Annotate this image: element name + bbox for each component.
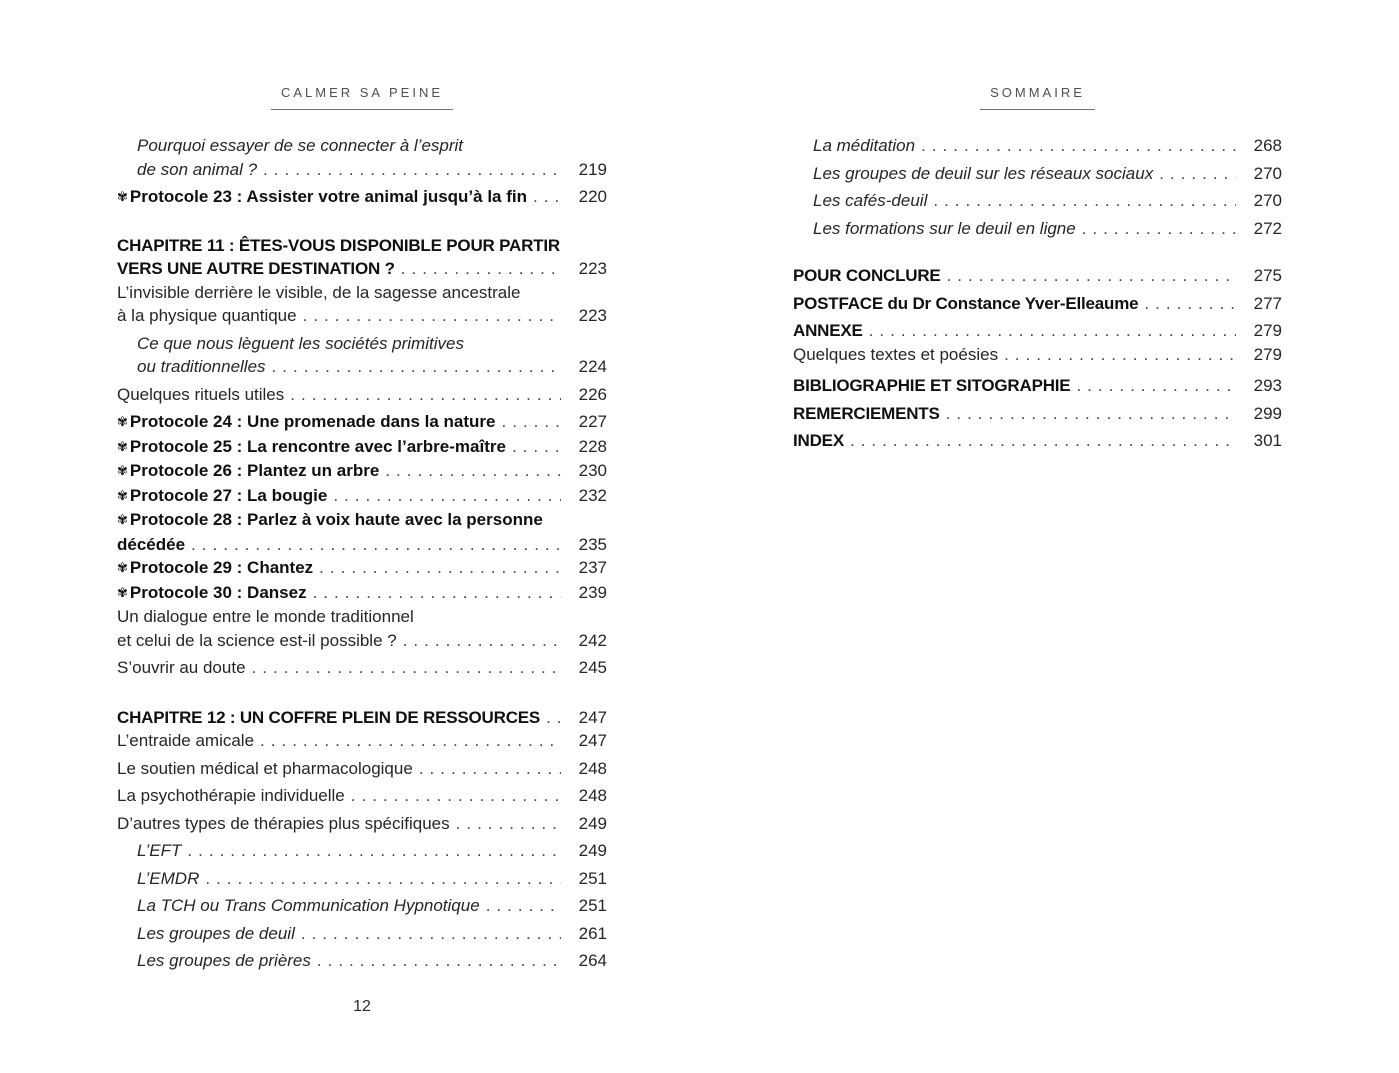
toc-entry — [793, 343, 1282, 367]
toc-entry-title: Ce que nous lèguent les sociétés primitives — [137, 333, 464, 353]
toc-entry-title: Protocole 30 : Dansez — [129, 582, 307, 602]
dot-leader — [1082, 217, 1236, 241]
toc-entry-page: 226 — [578, 384, 607, 404]
toc-entry-page: 251 — [578, 896, 607, 915]
toc-entry-line — [793, 264, 1282, 288]
toc-entry — [117, 234, 607, 281]
toc-entry — [117, 656, 607, 680]
toc-entry-page: 239 — [578, 582, 607, 602]
toc-entry-page: 279 — [1253, 344, 1282, 364]
toc-entry-page: 251 — [578, 868, 607, 888]
toc-entry-page: 268 — [1253, 136, 1282, 155]
toc-entry — [117, 383, 607, 407]
toc-entry-line — [137, 922, 607, 946]
dot-leader — [252, 656, 561, 680]
toc-entry-title: Protocole 23 : Assister votre animal jusqu’à la fin — [129, 187, 528, 206]
toc-entry — [793, 319, 1282, 343]
toc-entry-line — [117, 656, 607, 680]
toc-entry-title: Protocole 26 : Plantez un arbre — [129, 461, 380, 480]
toc-entry-title: La méditation — [813, 136, 916, 155]
toc-entry-page: 301 — [1253, 431, 1282, 450]
toc-entry-title: L’EMDR — [137, 868, 200, 888]
toc-entry-line — [793, 319, 1282, 343]
toc-entry-page: 299 — [1253, 403, 1282, 423]
dot-leader — [303, 304, 561, 328]
dot-leader — [921, 134, 1236, 158]
toc-list-right — [793, 134, 1282, 453]
dot-leader — [1004, 343, 1236, 367]
toc-entry-page: 245 — [578, 658, 607, 677]
toc-entry-page: 270 — [1253, 163, 1282, 183]
toc-entry-line — [117, 757, 607, 781]
toc-entry-line — [117, 729, 607, 753]
toc-entry-page: 224 — [578, 357, 607, 376]
toc-entry-page: 277 — [1253, 293, 1282, 313]
flower-rosette-icon: ✾ — [117, 512, 128, 527]
toc-entry-line — [117, 484, 607, 509]
toc-entry-title: Protocole 25 : La rencontre avec l’arbre-maître — [129, 436, 506, 456]
dot-leader — [486, 894, 561, 918]
running-head-left-text: CALMER SA PEINE — [271, 85, 453, 110]
toc-entry-title: de son animal ? — [137, 159, 258, 179]
toc-entry — [117, 922, 607, 946]
running-head-right-text: SOMMAIRE — [980, 85, 1095, 110]
toc-entry-title: POUR CONCLURE — [793, 266, 941, 285]
toc-entry-title: CHAPITRE 12 : UN COFFRE PLEIN DE RESSOURCES — [117, 707, 541, 727]
toc-entry-line — [793, 429, 1282, 453]
toc-entry-title: Les groupes de deuil sur les réseaux sociaux — [813, 163, 1154, 183]
toc-entry-page: 227 — [578, 412, 607, 431]
dot-leader — [272, 355, 561, 379]
dot-leader — [333, 484, 561, 508]
flower-rosette-icon: ✾ — [117, 414, 128, 429]
dot-leader — [351, 784, 561, 808]
toc-entry-line — [117, 435, 607, 460]
toc-entry-title: VERS UNE AUTRE DESTINATION ? — [117, 259, 395, 278]
toc-entry-line — [137, 949, 607, 973]
toc-entry-title: S’ouvrir au doute — [117, 658, 246, 677]
toc-entry-page: 237 — [578, 558, 607, 577]
toc-entry-title: Les groupes de deuil — [137, 923, 295, 943]
dot-leader — [403, 629, 561, 653]
toc-entry-line — [117, 234, 607, 258]
toc-entry — [793, 264, 1282, 288]
toc-entry-line — [137, 355, 607, 379]
dot-leader — [290, 383, 561, 407]
toc-entry-title: BIBLIOGRAPHIE ET SITOGRAPHIE — [793, 376, 1071, 395]
toc-entry — [117, 605, 607, 652]
toc-entry-title: Les groupes de prières — [137, 951, 311, 970]
toc-entry-title: Le soutien médical et pharmacologique — [117, 758, 413, 778]
toc-entry — [117, 556, 607, 581]
dot-leader — [301, 922, 561, 946]
toc-entry-line — [813, 217, 1282, 241]
toc-entry — [117, 949, 607, 973]
flower-rosette-icon: ✾ — [117, 487, 128, 503]
toc-entry-line — [793, 343, 1282, 367]
toc-entry — [117, 435, 607, 460]
dot-leader — [187, 839, 561, 863]
running-head-right — [793, 84, 1282, 110]
toc-entry-page: 247 — [578, 731, 607, 750]
flower-rosette-icon: ✾ — [117, 560, 128, 575]
toc-entry-title: L’EFT — [137, 841, 182, 860]
toc-entry-title: Protocole 27 : La bougie — [129, 485, 328, 505]
dot-leader — [1144, 292, 1236, 316]
toc-entry-line — [117, 281, 607, 305]
toc-entry-title: Quelques rituels utiles — [117, 384, 285, 404]
toc-entry-title: Protocole 24 : Une promenade dans la nature — [129, 412, 496, 431]
toc-entry-line — [137, 867, 607, 891]
dot-leader — [191, 533, 561, 557]
toc-entry-page: 242 — [578, 630, 607, 650]
toc-entry-title: POSTFACE du Dr Constance Yver-Elleaume — [793, 293, 1139, 313]
toc-entry-line — [793, 292, 1282, 316]
toc-entry — [793, 292, 1282, 316]
toc-entry — [793, 162, 1282, 186]
toc-entry-line — [117, 706, 607, 730]
dot-leader — [385, 459, 561, 483]
toc-entry-page: 230 — [578, 461, 607, 480]
toc-entry-page: 220 — [578, 187, 607, 206]
toc-entry — [793, 374, 1282, 398]
toc-entry-title: D’autres types de thérapies plus spécifiques — [117, 813, 450, 833]
toc-entry-line — [117, 383, 607, 407]
toc-entry-title: décédée — [117, 534, 186, 554]
toc-entry-title: L’entraide amicale — [117, 731, 255, 750]
toc-entry-line — [117, 410, 607, 435]
toc-entry-line — [117, 459, 607, 484]
toc-entry-page: 247 — [578, 707, 607, 727]
toc-entry-page: 261 — [578, 923, 607, 943]
toc-entry-page: 249 — [578, 813, 607, 833]
toc-entry-page: 279 — [1253, 321, 1282, 340]
right-page — [793, 84, 1282, 1044]
flower-rosette-icon: ✾ — [117, 584, 128, 600]
toc-entry-page: 219 — [578, 159, 607, 179]
dot-leader — [533, 185, 561, 209]
toc-entry-line — [137, 158, 607, 182]
toc-entry — [117, 706, 607, 730]
dot-leader — [319, 556, 561, 580]
running-head-left — [117, 84, 607, 110]
toc-list-left — [117, 134, 607, 973]
toc-entry-title: et celui de la science est-il possible ? — [117, 630, 397, 650]
toc-entry-line — [117, 533, 607, 557]
toc-entry-line — [137, 332, 607, 356]
toc-entry — [117, 410, 607, 435]
toc-entry-page: 223 — [578, 306, 607, 325]
toc-entry-line — [117, 629, 607, 653]
toc-entry-line — [117, 784, 607, 808]
toc-entry-line — [117, 581, 607, 606]
dot-leader — [260, 729, 561, 753]
toc-entry-title: L’invisible derrière le visible, de la sagesse ancestrale — [117, 282, 521, 302]
dot-leader — [850, 429, 1236, 453]
toc-entry — [117, 332, 607, 379]
toc-entry-title: Les formations sur le deuil en ligne — [813, 218, 1076, 238]
toc-entry — [117, 185, 607, 210]
dot-leader — [933, 189, 1236, 213]
toc-entry-title: INDEX — [793, 431, 844, 450]
toc-entry-line — [117, 257, 607, 281]
toc-entry-page: 235 — [578, 534, 607, 554]
dot-leader — [205, 867, 561, 891]
dot-leader — [317, 949, 561, 973]
toc-entry — [117, 134, 607, 181]
toc-entry — [117, 867, 607, 891]
dot-leader — [512, 435, 561, 459]
toc-entry-title: REMERCIEMENTS — [793, 403, 940, 423]
dot-leader — [869, 319, 1236, 343]
toc-entry — [117, 729, 607, 753]
toc-entry — [117, 459, 607, 484]
toc-entry-line — [793, 402, 1282, 426]
toc-entry-page: 228 — [578, 436, 607, 456]
toc-entry-line — [813, 162, 1282, 186]
dot-leader — [313, 581, 561, 605]
toc-entry-page: 293 — [1253, 376, 1282, 395]
toc-entry-page: 248 — [578, 786, 607, 805]
dot-leader — [456, 812, 561, 836]
flower-rosette-icon: ✾ — [117, 189, 128, 204]
folio-page-number: 12 — [353, 998, 371, 1015]
toc-entry-title: Pourquoi essayer de se connecter à l’esprit — [137, 136, 464, 155]
dot-leader — [419, 757, 561, 781]
toc-entry — [117, 281, 607, 328]
dot-leader — [1159, 162, 1236, 186]
toc-entry — [793, 429, 1282, 453]
toc-entry-page: 249 — [578, 841, 607, 860]
toc-entry-title: La TCH ou Trans Communication Hypnotique — [137, 896, 480, 915]
dot-leader — [1076, 374, 1236, 398]
toc-entry-page: 270 — [1253, 191, 1282, 210]
toc-entry — [793, 134, 1282, 158]
left-page — [117, 84, 607, 1044]
toc-entry-line — [117, 508, 607, 533]
toc-entry-line — [117, 556, 607, 581]
toc-entry-line — [793, 374, 1282, 398]
toc-entry — [117, 581, 607, 606]
toc-entry-line — [117, 812, 607, 836]
flower-rosette-icon: ✾ — [117, 438, 128, 454]
toc-entry — [117, 894, 607, 918]
dot-leader — [546, 706, 561, 730]
toc-entry-title: Un dialogue entre le monde traditionnel — [117, 607, 414, 626]
toc-entry-title: Les cafés-deuil — [813, 191, 928, 210]
dot-leader — [946, 402, 1236, 426]
toc-entry — [117, 812, 607, 836]
dot-leader — [502, 410, 562, 434]
toc-entry-line — [813, 134, 1282, 158]
toc-entry — [793, 189, 1282, 213]
toc-entry-title: à la physique quantique — [117, 306, 297, 325]
toc-entry-title: Protocole 28 : Parlez à voix haute avec la personne — [129, 510, 543, 529]
toc-entry — [117, 508, 607, 556]
toc-entry-page: 232 — [578, 485, 607, 505]
toc-entry-title: CHAPITRE 11 : ÊTES-VOUS DISPONIBLE POUR PARTIR — [117, 235, 560, 255]
toc-entry-title: La psychothérapie individuelle — [117, 786, 345, 805]
toc-entry — [793, 217, 1282, 241]
dot-leader — [947, 264, 1236, 288]
toc-entry-line — [117, 304, 607, 328]
dot-leader — [263, 158, 561, 182]
toc-entry-title: Quelques textes et poésies — [793, 344, 999, 364]
toc-entry — [117, 839, 607, 863]
toc-entry-page: 264 — [578, 951, 607, 970]
toc-entry-page: 248 — [578, 758, 607, 778]
dot-leader — [401, 257, 561, 281]
toc-entry-page: 275 — [1253, 266, 1282, 285]
toc-entry-page: 223 — [578, 259, 607, 278]
toc-entry — [793, 402, 1282, 426]
toc-entry — [117, 757, 607, 781]
toc-entry-line — [137, 134, 607, 158]
toc-entry — [117, 784, 607, 808]
toc-entry-line — [137, 839, 607, 863]
toc-entry-line — [137, 894, 607, 918]
toc-entry-line — [117, 605, 607, 629]
toc-entry-title: Protocole 29 : Chantez — [129, 558, 314, 577]
toc-entry-page: 272 — [1253, 218, 1282, 238]
toc-entry-title: ou traditionnelles — [137, 357, 266, 376]
flower-rosette-icon: ✾ — [117, 463, 128, 478]
toc-entry-line — [117, 185, 607, 210]
toc-entry — [117, 484, 607, 509]
toc-entry-line — [813, 189, 1282, 213]
toc-entry-title: ANNEXE — [793, 321, 863, 340]
